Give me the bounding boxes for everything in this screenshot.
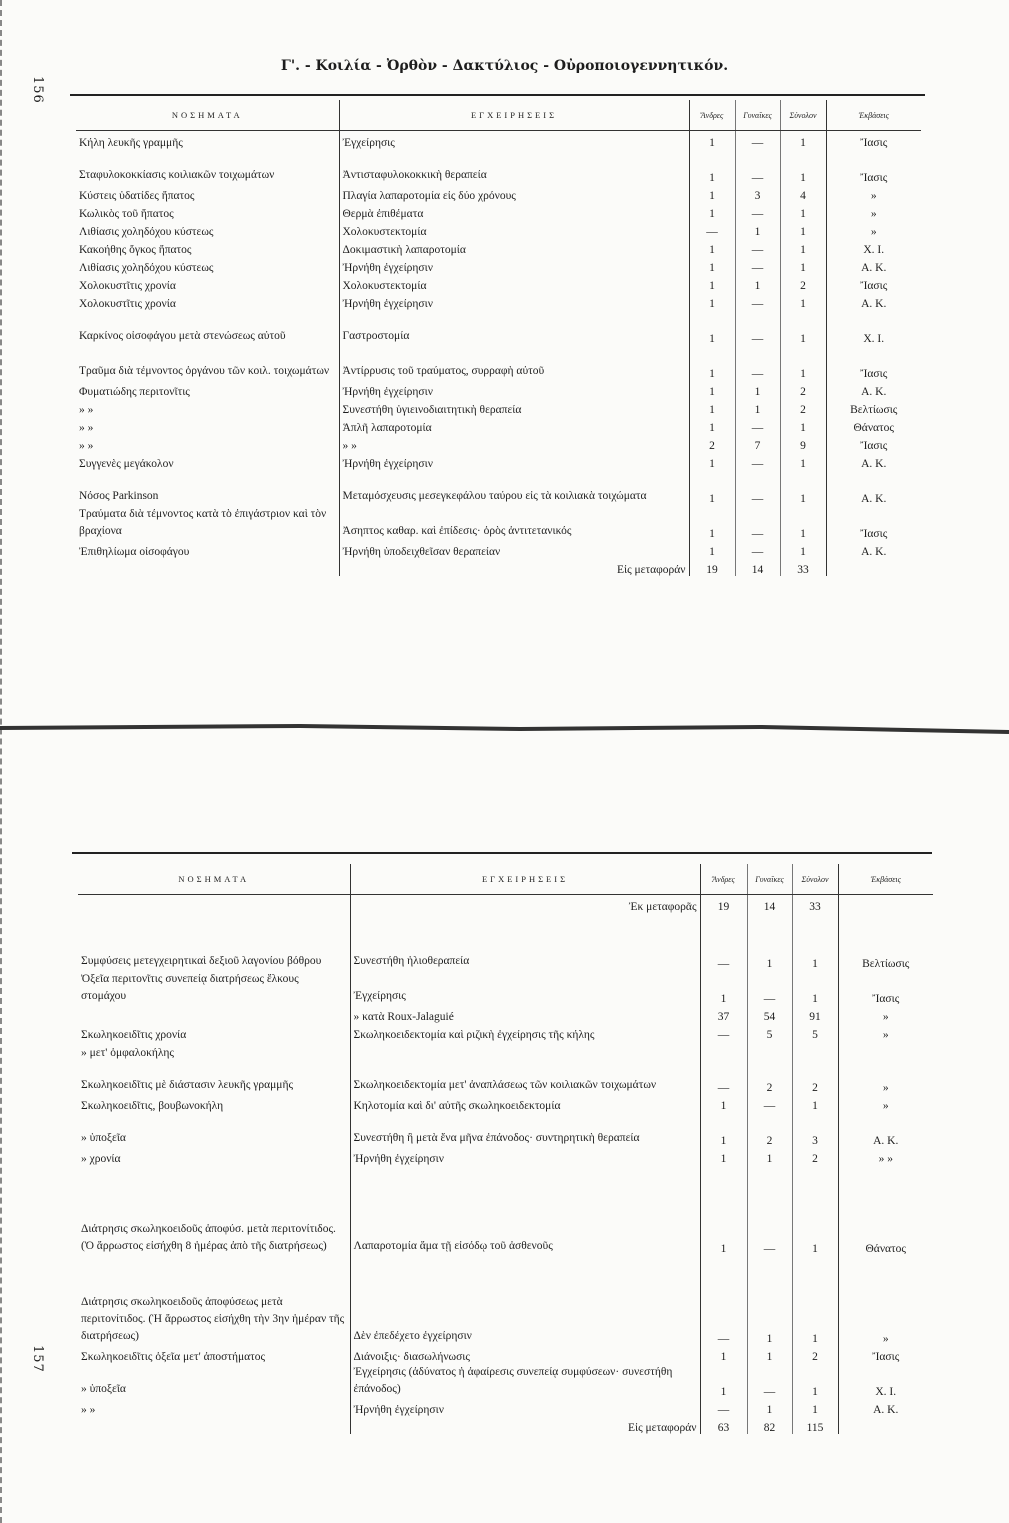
women-count: — <box>735 256 780 274</box>
men-count: 1 <box>700 1345 747 1363</box>
total-count: 1 <box>780 540 826 558</box>
men-count: 1 <box>689 184 735 202</box>
operation-cell: Δοκιμαστικὴ λαπαροτομία <box>339 238 689 256</box>
carry-label: Ἐκ μεταφορᾶς <box>350 895 700 914</box>
header-men: Ἄνδρες <box>700 864 747 895</box>
header-outcome: Ἐκβάσεις <box>826 100 921 131</box>
outcome-cell: Χ. Ι. <box>875 1386 897 1398</box>
header-operations: ΕΓΧΕΙΡΗΣΕΙΣ <box>350 864 700 895</box>
carry-empty <box>78 895 350 914</box>
table-row <box>76 220 921 238</box>
total-count: 4 <box>780 184 826 202</box>
women-count: — <box>735 292 780 310</box>
women-count: 1 <box>747 1255 792 1345</box>
total-count <box>792 1041 838 1059</box>
operation-cell: Ἀντισταφυλοκοκκικὴ θεραπεία <box>339 149 689 184</box>
disease-cell: Νόσος Parkinson <box>76 470 339 505</box>
women-count: — <box>735 238 780 256</box>
total-count: 91 <box>792 1005 838 1023</box>
ledger-page-2 <box>78 864 933 1434</box>
disease-cell: » » <box>76 434 339 452</box>
outcome-cell: Βελτίωσις <box>862 958 910 970</box>
outcome-cell: » <box>882 1011 889 1023</box>
disease-cell: Διάτρησις σκωληκοειδοῦς ἀποφύσ. μετὰ περιτονίτιδος. (Ὁ ἄρρωστος εἰσήχθη 8 ἡμέρας ἀπὸ τῆς διατρήσεως) <box>78 1165 350 1255</box>
spacer-row <box>78 913 933 935</box>
disease-cell: Σκωληκοειδῖτις ὀξεῖα μετ' ἀποστήματος <box>78 1345 350 1363</box>
men-count: 1 <box>689 149 735 184</box>
carry-total: 33 <box>792 895 838 914</box>
header-diseases: ΝΟΣΗΜΑΤΑ <box>76 100 339 131</box>
women-count: 1 <box>735 274 780 292</box>
total-count: 2 <box>792 1345 838 1363</box>
operation-cell: Χολοκυστεκτομία <box>339 220 689 238</box>
disease-cell: Τραύματα διὰ τέμνοντος κατὰ τὸ ἐπιγάστριον καὶ τὸν βραχίονα <box>76 505 339 540</box>
men-count: 1 <box>689 256 735 274</box>
women-count: — <box>747 1094 792 1112</box>
spacer-cell <box>350 913 700 935</box>
operation-cell: Ἠρνήθη ἐγχείρησιν <box>339 292 689 310</box>
operation-cell: Γαστροστομία <box>339 310 689 345</box>
men-count: 1 <box>700 1112 747 1147</box>
table-row <box>76 345 921 380</box>
total-count: 1 <box>780 292 826 310</box>
header-women: Γυναῖκες <box>747 864 792 895</box>
disease-cell: Χολοκυστῖτις χρονία <box>76 292 339 310</box>
disease-cell: » » <box>76 398 339 416</box>
table-row <box>78 1255 933 1345</box>
top-rule <box>70 94 925 96</box>
outcome-cell <box>838 1041 933 1059</box>
operation-cell: Κηλοτομία καὶ δι' αὐτῆς σκωληκοειδεκτομία <box>350 1094 700 1112</box>
table-row <box>76 184 921 202</box>
table-row <box>76 452 921 470</box>
table-row <box>78 1112 933 1147</box>
total-count: 1 <box>792 1165 838 1255</box>
table-row <box>76 202 921 220</box>
total-count: 1 <box>780 470 826 505</box>
total-count: 1 <box>792 1255 838 1345</box>
disease-cell: » μετ' ὀμφαλοκήλης <box>78 1041 350 1059</box>
operation-cell: Ἀσηπτος καθαρ. καὶ ἐπίδεσις· ὀρὸς ἀντιτετανικός <box>339 505 689 540</box>
total-count: 1 <box>780 149 826 184</box>
operation-cell: Ἐγχείρησις (ἀδύνατος ἡ ἀφαίρεσις συνεπείᾳ συμφύσεων· συνεστήθη ἐπάνοδος) <box>350 1363 700 1398</box>
footer-label: Εἰς μεταφοράν <box>350 1416 700 1434</box>
outcome-cell: Ἴασις <box>872 993 900 1005</box>
footer-men: 19 <box>689 558 735 576</box>
total-count: 1 <box>780 505 826 540</box>
men-count: 1 <box>700 1147 747 1165</box>
total-count: 2 <box>792 1059 838 1094</box>
table-row <box>76 540 921 558</box>
disease-cell: Λιθίασις χοληδόχου κύστεως <box>76 256 339 274</box>
outcome-cell: » <box>882 1029 889 1041</box>
table-row <box>78 1165 933 1255</box>
table-row <box>76 470 921 505</box>
spacer-cell <box>700 913 747 935</box>
operation-cell: Μεταμόσχευσις μεσεγκεφάλου ταύρου εἰς τὰ κοιλιακὰ τοιχώματα <box>339 470 689 505</box>
outcome-cell: Α. Κ. <box>861 298 887 310</box>
men-count: 1 <box>689 398 735 416</box>
ledger-body-2 <box>78 895 933 1435</box>
men-count: 1 <box>689 540 735 558</box>
total-count: 1 <box>792 1398 838 1416</box>
outcome-cell: Ἴασις <box>860 137 888 149</box>
header-women: Γυναῖκες <box>735 100 780 131</box>
disease-cell: Συμφύσεις μετεγχειρητικαὶ δεξιοῦ λαγονίου βόθρου <box>78 935 350 970</box>
men-count: 1 <box>689 345 735 380</box>
page-title: Γ'. - Κοιλία - Ὀρθὸν - Δακτύλιος - Οὐροποιογεννητικόν. <box>280 58 729 74</box>
header-diseases: ΝΟΣΗΜΑΤΑ <box>78 864 350 895</box>
men-count: 1 <box>689 470 735 505</box>
footer-outcome-empty <box>838 1416 933 1434</box>
outcome-cell: Ἴασις <box>860 368 888 380</box>
outcome-cell: » » <box>878 1153 893 1165</box>
men-count <box>700 1041 747 1059</box>
operation-cell <box>350 1041 700 1059</box>
carry-women: 14 <box>747 895 792 914</box>
total-count: 1 <box>780 131 826 150</box>
spacer-cell <box>792 913 838 935</box>
disease-cell: Φυματιώδης περιτονῖτις <box>76 380 339 398</box>
disease-cell: » ὑποξεῖα <box>78 1112 350 1147</box>
scan-artifact <box>0 722 1009 734</box>
footer-empty <box>78 1416 350 1434</box>
footer-label: Εἰς μεταφοράν <box>339 558 689 576</box>
men-count: 1 <box>689 274 735 292</box>
outcome-cell: Ἴασις <box>860 172 888 184</box>
table-row <box>76 131 921 150</box>
women-count: — <box>735 505 780 540</box>
table-row <box>76 310 921 345</box>
outcome-cell: Ἴασις <box>860 440 888 452</box>
women-count: 5 <box>747 1023 792 1041</box>
outcome-cell: Α. Κ. <box>861 493 887 505</box>
table-row <box>76 380 921 398</box>
spacer-cell <box>747 913 792 935</box>
spacer-cell <box>838 913 933 935</box>
carry-outcome-empty <box>838 895 933 914</box>
total-count: 9 <box>780 434 826 452</box>
total-count: 1 <box>780 345 826 380</box>
outcome-cell: » <box>870 208 877 220</box>
footer-women: 82 <box>747 1416 792 1434</box>
table-row <box>78 1023 933 1041</box>
disease-cell: Τραῦμα διὰ τέμνοντος ὀργάνου τῶν κοιλ. τοιχωμάτων <box>76 345 339 380</box>
operation-cell: Σκωληκοειδεκτομία καὶ ριζικὴ ἐγχείρησις τῆς κήλης <box>350 1023 700 1041</box>
spacer-cell <box>78 913 350 935</box>
disease-cell: Ὀξεῖα περιτονῖτις συνεπείᾳ διατρήσεως ἕλκους στομάχου <box>78 970 350 1005</box>
disease-cell: Συγγενὲς μεγάκολον <box>76 452 339 470</box>
table-row <box>78 1094 933 1112</box>
outcome-cell: Ἴασις <box>872 1351 900 1363</box>
footer-row <box>76 558 921 576</box>
total-count: 1 <box>792 935 838 970</box>
operation-cell: Συνεστήθη ἡλιοθεραπεία <box>350 935 700 970</box>
women-count: 2 <box>747 1059 792 1094</box>
disease-cell: Σκωληκοειδῖτις, βουβωνοκήλη <box>78 1094 350 1112</box>
table-row <box>76 149 921 184</box>
men-count: 1 <box>689 310 735 345</box>
table-row <box>78 970 933 1005</box>
table-row <box>78 1041 933 1059</box>
men-count: — <box>700 1023 747 1041</box>
header-total: Σύνολον <box>780 100 826 131</box>
table-row <box>76 416 921 434</box>
page-number-top: 156 <box>30 76 45 104</box>
ledger-body-1 <box>76 131 921 577</box>
disease-cell: Κακοήθης ὄγκος ἥπατος <box>76 238 339 256</box>
operation-cell: Χολοκυστεκτομία <box>339 274 689 292</box>
page-number-bottom: 157 <box>30 1345 45 1373</box>
total-count: 1 <box>780 452 826 470</box>
outcome-cell: Ἴασις <box>860 528 888 540</box>
disease-cell <box>78 1005 350 1023</box>
footer-women: 14 <box>735 558 780 576</box>
outcome-cell: » <box>870 190 877 202</box>
header-operations: ΕΓΧΕΙΡΗΣΕΙΣ <box>339 100 689 131</box>
women-count: — <box>735 416 780 434</box>
header-outcome: Ἐκβάσεις <box>838 864 933 895</box>
table-row <box>78 1398 933 1416</box>
disease-cell: Διάτρησις σκωληκοειδοῦς ἀποφύσεως μετὰ περιτονίτιδος. (Ἡ ἄρρωστος εἰσήχθη τὴν 3ην ἡμέραν τῆς διατρήσεως) <box>78 1255 350 1345</box>
table-row <box>76 274 921 292</box>
disease-cell: Σκωληκοειδῖτις χρονία <box>78 1023 350 1041</box>
outcome-cell: Θάνατος <box>865 1243 906 1255</box>
operation-cell: Ἠρνήθη ἐγχείρησιν <box>339 256 689 274</box>
women-count: — <box>735 202 780 220</box>
footer-outcome-empty <box>826 558 921 576</box>
outcome-cell: » <box>882 1100 889 1112</box>
men-count: — <box>689 220 735 238</box>
outcome-cell: Α. Κ. <box>861 458 887 470</box>
carry-row <box>78 895 933 914</box>
operation-cell: Δὲν ἐπεδέχετο ἐγχείρησιν <box>350 1255 700 1345</box>
operation-cell: Λαπαροτομία ἅμα τῇ εἰσόδῳ τοῦ ἀσθενοῦς <box>350 1165 700 1255</box>
women-count: — <box>735 345 780 380</box>
disease-cell: Καρκίνος οἰσοφάγου μετὰ στενώσεως αὐτοῦ <box>76 310 339 345</box>
women-count: 54 <box>747 1005 792 1023</box>
total-count: 1 <box>792 1094 838 1112</box>
total-count: 5 <box>792 1023 838 1041</box>
total-count: 2 <box>792 1147 838 1165</box>
table-row <box>78 1345 933 1363</box>
ledger-table-1 <box>76 100 921 576</box>
total-count: 1 <box>780 416 826 434</box>
operation-cell: Συνεστήθη ὑγιεινοδιαιτητικὴ θεραπεία <box>339 398 689 416</box>
outcome-cell: Χ. Ι. <box>863 333 885 345</box>
outcome-cell: Βελτίωσις <box>850 404 898 416</box>
table-row <box>76 505 921 540</box>
women-count: — <box>735 540 780 558</box>
disease-cell: Σκωληκοειδῖτις μὲ διάστασιν λευκῆς γραμμῆς <box>78 1059 350 1094</box>
total-count: 2 <box>780 398 826 416</box>
men-count: 1 <box>689 202 735 220</box>
women-count: — <box>747 1363 792 1398</box>
total-count: 1 <box>792 1363 838 1398</box>
men-count: 37 <box>700 1005 747 1023</box>
header-total: Σύνολον <box>792 864 838 895</box>
outcome-cell: Α. Κ. <box>861 386 887 398</box>
outcome-cell: » <box>882 1082 889 1094</box>
women-count: — <box>747 970 792 1005</box>
women-count: 7 <box>735 434 780 452</box>
women-count: 1 <box>747 1398 792 1416</box>
disease-cell: Σταφυλοκοκκίασις κοιλιακῶν τοιχωμάτων <box>76 149 339 184</box>
operation-cell: » κατὰ Roux-Jalaguié <box>350 1005 700 1023</box>
table-row <box>76 256 921 274</box>
total-count: 1 <box>792 970 838 1005</box>
operation-cell: » » <box>339 434 689 452</box>
outcome-cell: Ἴασις <box>860 280 888 292</box>
operation-cell: Ἐγχείρησις <box>339 131 689 150</box>
footer-total: 115 <box>792 1416 838 1434</box>
women-count <box>747 1041 792 1059</box>
total-count: 2 <box>780 274 826 292</box>
left-edge <box>0 0 6 1523</box>
operation-cell: Ἠρνήθη ὑποδειχθεῖσαν θεραπείαν <box>339 540 689 558</box>
total-count: 2 <box>780 380 826 398</box>
disease-cell: Κωλικὸς τοῦ ἥπατος <box>76 202 339 220</box>
disease-cell: » » <box>78 1398 350 1416</box>
outcome-cell: » <box>882 1333 889 1345</box>
women-count: 1 <box>747 935 792 970</box>
total-count: 1 <box>780 202 826 220</box>
total-count: 3 <box>792 1112 838 1147</box>
women-count: — <box>735 452 780 470</box>
footer-row <box>78 1416 933 1434</box>
operation-cell: Ἁπλῆ λαπαροτομία <box>339 416 689 434</box>
men-count: — <box>700 935 747 970</box>
men-count: 1 <box>700 1363 747 1398</box>
disease-cell: » χρονία <box>78 1147 350 1165</box>
men-count: 1 <box>700 970 747 1005</box>
women-count: 2 <box>747 1112 792 1147</box>
total-count: 1 <box>780 256 826 274</box>
operation-cell: Ἠρνήθη ἐγχείρησιν <box>339 380 689 398</box>
footer-men: 63 <box>700 1416 747 1434</box>
men-count: 1 <box>700 1165 747 1255</box>
operation-cell: Ἠρνήθη ἐγχείρησιν <box>350 1147 700 1165</box>
women-count: 1 <box>735 220 780 238</box>
operation-cell: Διάνοιξις· διασωλήνωσις <box>350 1345 700 1363</box>
table-row <box>76 238 921 256</box>
operation-cell: Ἠρνήθη ἐγχείρησιν <box>339 452 689 470</box>
top-rule-2 <box>72 852 932 854</box>
disease-cell: Κύστεις ὑδατίδες ἥπατος <box>76 184 339 202</box>
footer-total: 33 <box>780 558 826 576</box>
outcome-cell: » <box>870 226 877 238</box>
outcome-cell: Θάνατος <box>853 422 894 434</box>
disease-cell: Κήλη λευκῆς γραμμῆς <box>76 131 339 150</box>
table-row <box>76 434 921 452</box>
women-count: — <box>735 310 780 345</box>
men-count: — <box>700 1255 747 1345</box>
table-row <box>78 1005 933 1023</box>
table-row <box>76 398 921 416</box>
operation-cell: Ἠρνήθη ἐγχείρησιν <box>350 1398 700 1416</box>
table-row <box>78 1059 933 1094</box>
disease-cell: » » <box>76 416 339 434</box>
operation-cell: Σκωληκοειδεκτομία μετ' ἀναπλάσεως τῶν κοιλιακῶν τοιχωμάτων <box>350 1059 700 1094</box>
outcome-cell: Α. Κ. <box>861 262 887 274</box>
carry-men: 19 <box>700 895 747 914</box>
men-count: 1 <box>689 380 735 398</box>
men-count: 1 <box>689 505 735 540</box>
disease-cell: Χολοκυστῖτις χρονία <box>76 274 339 292</box>
table-row <box>76 292 921 310</box>
outcome-cell: Α. Κ. <box>873 1404 899 1416</box>
women-count: — <box>735 149 780 184</box>
men-count: — <box>700 1059 747 1094</box>
men-count: 1 <box>689 131 735 150</box>
men-count: 2 <box>689 434 735 452</box>
outcome-cell: Α. Κ. <box>873 1135 899 1147</box>
total-count: 1 <box>780 238 826 256</box>
table-row <box>78 935 933 970</box>
women-count: — <box>747 1165 792 1255</box>
men-count: 1 <box>689 452 735 470</box>
disease-cell: Λιθίασις χοληδόχου κύστεως <box>76 220 339 238</box>
women-count: — <box>735 470 780 505</box>
women-count: 1 <box>747 1147 792 1165</box>
men-count: 1 <box>689 292 735 310</box>
women-count: 1 <box>735 380 780 398</box>
women-count: 1 <box>735 398 780 416</box>
operation-cell: Ἀντίρρυσις τοῦ τραύματος, συρραφὴ αὐτοῦ <box>339 345 689 380</box>
header-men: Ἄνδρες <box>689 100 735 131</box>
men-count: 1 <box>689 238 735 256</box>
men-count: 1 <box>689 416 735 434</box>
disease-cell: » ὑποξεῖα <box>78 1363 350 1398</box>
ledger-table-2 <box>78 864 933 1434</box>
outcome-cell: Χ. Ι. <box>863 244 885 256</box>
ledger-page-1 <box>76 100 921 576</box>
total-count: 1 <box>780 220 826 238</box>
women-count: 3 <box>735 184 780 202</box>
operation-cell: Συνεστήθη ἢ μετὰ ἕνα μῆνα ἐπάνοδος· συντηρητικὴ θεραπεία <box>350 1112 700 1147</box>
women-count: 1 <box>747 1345 792 1363</box>
outcome-cell: Α. Κ. <box>861 546 887 558</box>
men-count: — <box>700 1398 747 1416</box>
footer-empty <box>76 558 339 576</box>
women-count: — <box>735 131 780 150</box>
table-row <box>78 1363 933 1398</box>
table-row <box>78 1147 933 1165</box>
men-count: 1 <box>700 1094 747 1112</box>
total-count: 1 <box>780 310 826 345</box>
disease-cell: Ἐπιθηλίωμα οἰσοφάγου <box>76 540 339 558</box>
operation-cell: Ἐγχείρησις <box>350 970 700 1005</box>
operation-cell: Πλαγία λαπαροτομία εἰς δύο χρόνους <box>339 184 689 202</box>
operation-cell: Θερμὰ ἐπιθέματα <box>339 202 689 220</box>
